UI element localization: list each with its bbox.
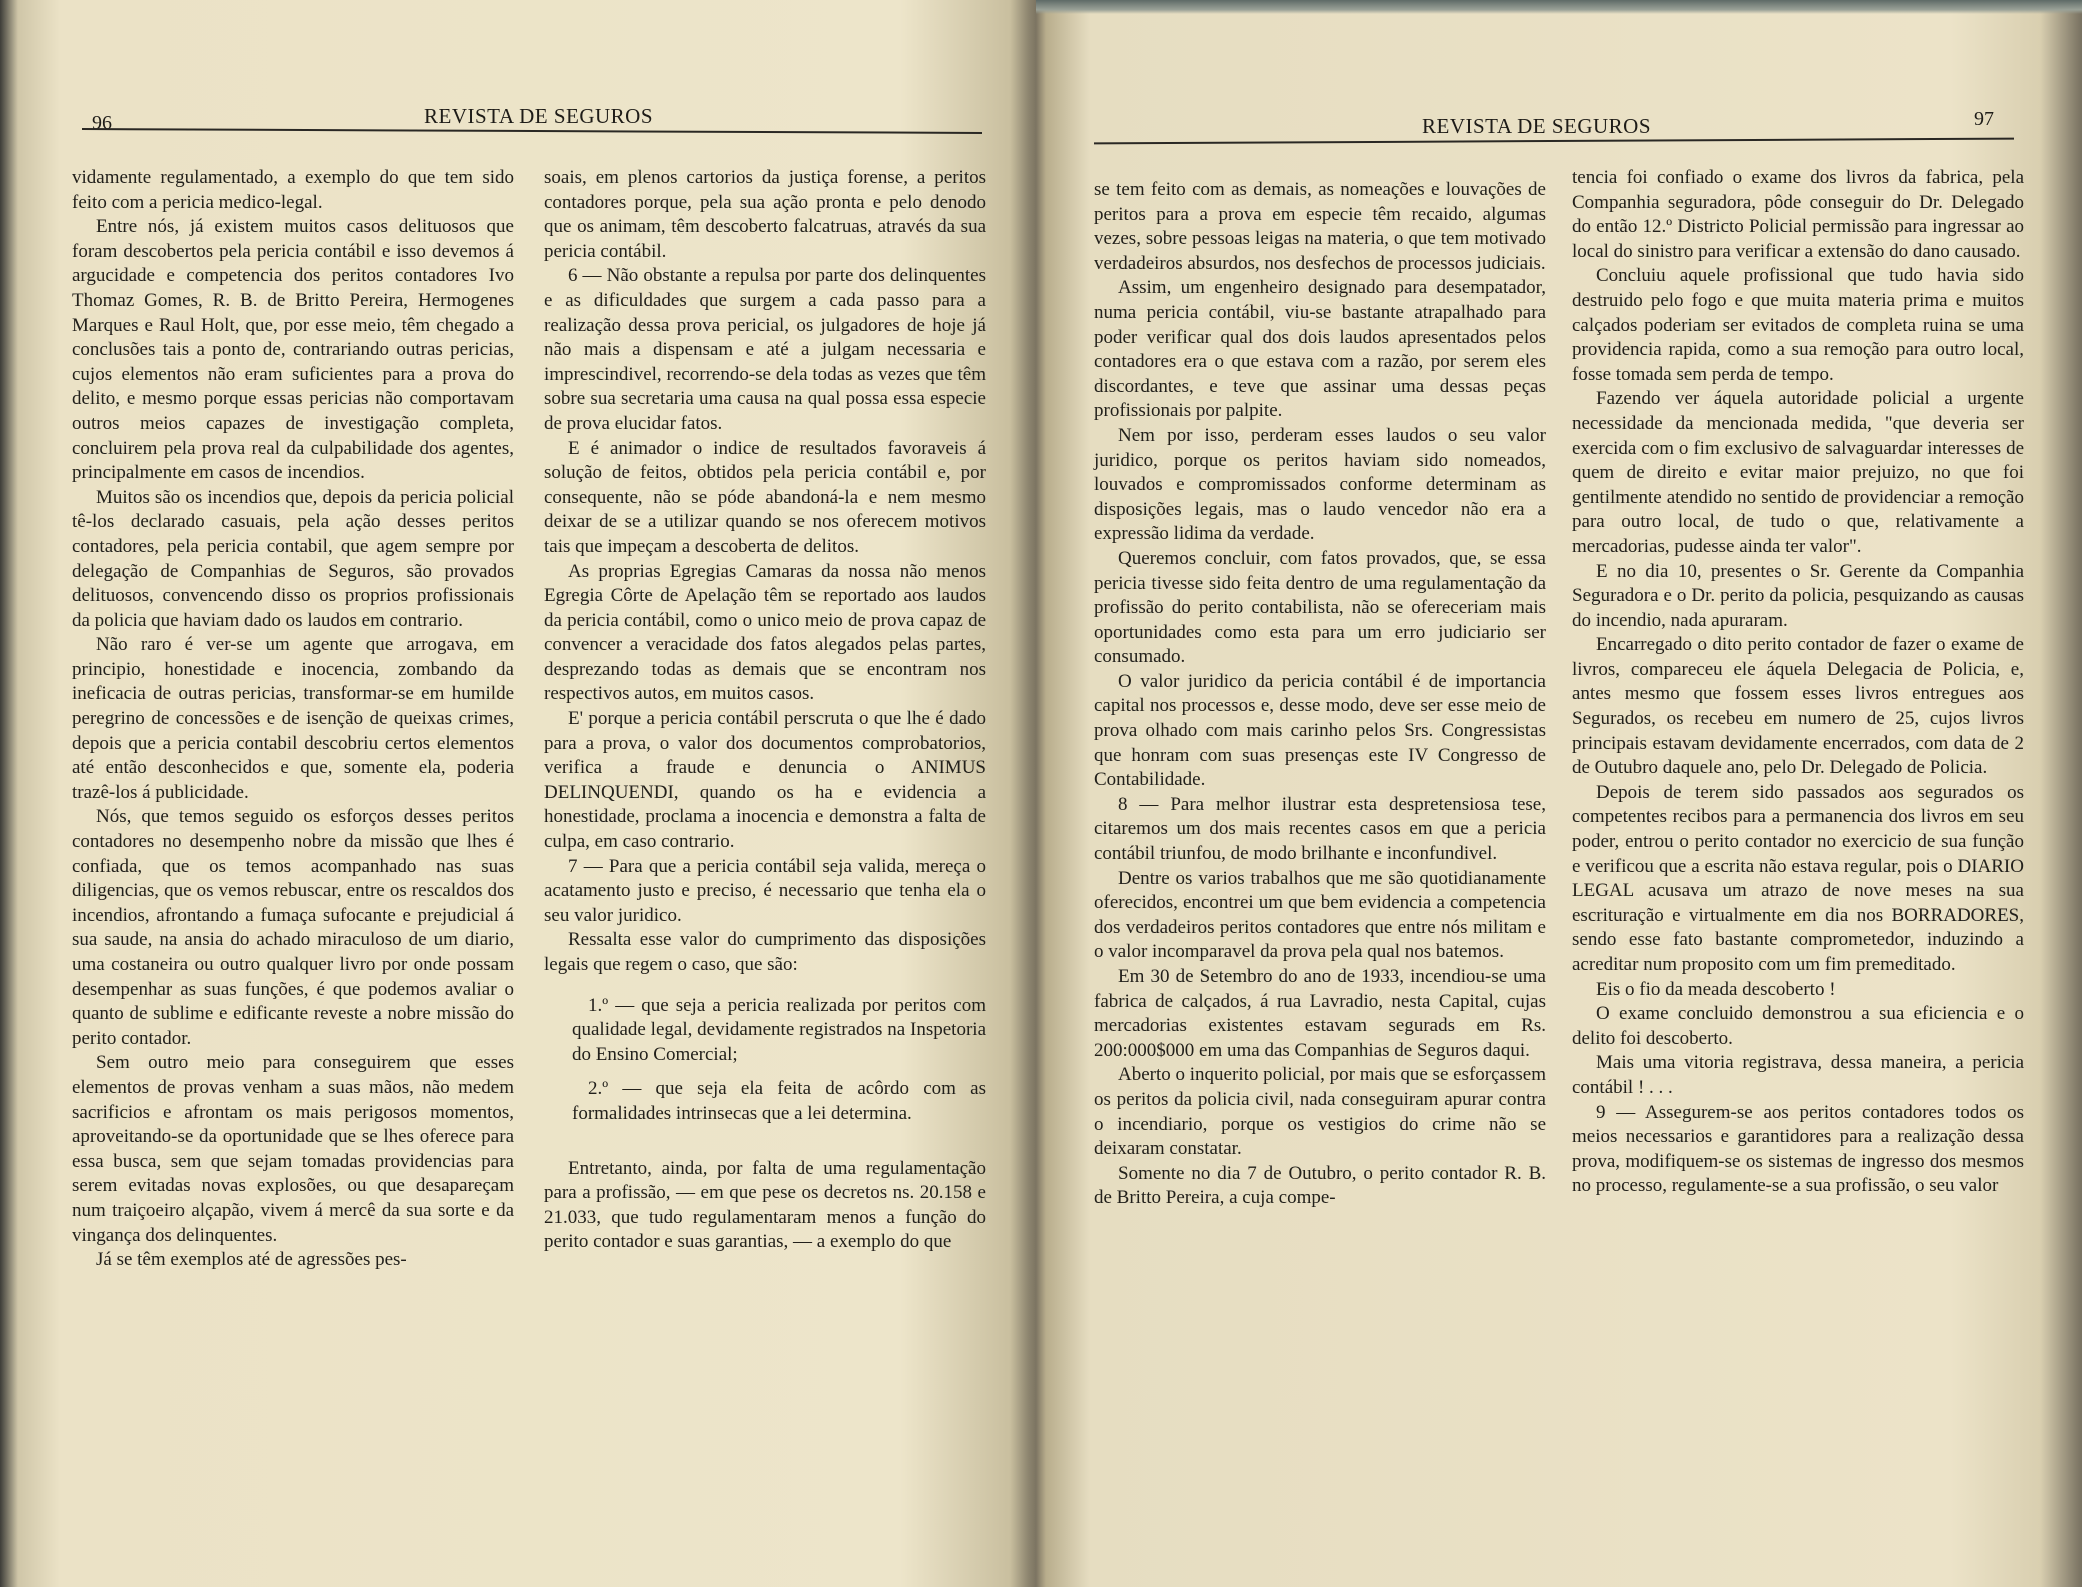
paragraph: Concluiu aquele profissional que tudo havia sido destruido pelo fogo e que muita materia prima e muitos calçados poderiam ser evitados de completa ruina se uma providencia rapida, como a sua remoção para outro local, fosse tomada sem perda de tempo. (1572, 265, 2024, 385)
top-edge-shadow (1036, 0, 2082, 14)
paragraph: E no dia 10, presentes o Sr. Gerente da Companhia Seguradora e o Dr. perito da policia, pesquizando as causas do incendio, nada apuraram. (1572, 560, 2024, 631)
paragraph: se tem feito com as demais, as nomeações e louvações de peritos para a prova em especie têm recaido, algumas vezes, sobre pessoas leigas na materia, o que tem motivado verdadeiros absurdos, nos desfechos de processos judiciais. (1094, 179, 1546, 274)
left-column-1 (72, 166, 514, 1466)
paragraph: Aberto o inquerito policial, por mais que se esforçassem os peritos da policia civil, nada conseguiram apurar contra o incendiario, porque os vestigios do crime não se deixaram constatar. (1094, 1064, 1546, 1160)
paragraph: Somente no dia 7 de Outubro, o perito contador R. B. de Britto Pereira, a cuja compe- (1094, 1162, 1546, 1209)
paragraph: 7 — Para que a pericia contábil seja valida, mereça o acatamento justo e preciso, é necessario que tenha ela o seu valor juridico. (544, 855, 986, 926)
paragraph: Em 30 de Setembro do ano de 1933, incendiou-se uma fabrica de calçados, á rua Lavradio, nesta Capital, cujas mercadorias existentes estavam segurads em Rs. 200:000$000 em uma das Companhias de Seguros daqui. (1094, 966, 1546, 1061)
paragraph: 8 — Para melhor ilustrar esta despretensiosa tese, citaremos um dos mais recentes casos em que a pericia contábil triunfou, de modo brilhante e inconfundivel. (1094, 793, 1546, 865)
paragraph: Assim, um engenheiro designado para desempatador, numa pericia contábil, viu-se bastante atrapalhado para poder verificar qual dos dois laudos apresentados pelos contadores era o que estava com a razão, por serem eles discordantes, e teve que assinar uma dessas peças profissionais por palpite. (1094, 277, 1546, 422)
right-column-1 (1094, 178, 1546, 1478)
list-item: 2.º — que seja ela feita de acôrdo com as formalidades intrinsecas que a lei determina. (572, 1078, 986, 1124)
paragraph: tencia foi confiado o exame dos livros da fabrica, pela Companhia seguradora, pôde conseguir do Dr. Delegado do então 12.º Districto Policial permissão para ingressar ao local do sinistro para verificar a extensão do dano causado. (1572, 167, 2024, 262)
left-column-2 (544, 166, 986, 1466)
paragraph: Queremos concluir, com fatos provados, que, se essa pericia tivesse sido feita dentro de uma regulamentação da profissão do perito contabilista, não se ofereceriam mais oportunidades como esta para um erro judiciario ser consumado. (1094, 547, 1546, 668)
paragraph: Ressalta esse valor do cumprimento das disposições legais que regem o caso, que são: (544, 929, 986, 975)
paragraph: Entretanto, ainda, por falta de uma regulamentação para a profissão, — em que pese os decretos ns. 20.158 e 21.033, que tudo regulamentaram menos a função do perito contador e suas garantias, — a exemplo do que (544, 1157, 986, 1253)
paragraph: Não raro é ver-se um agente que arrogava, em principio, honestidade e inocencia, zombando da ineficacia de outras pericias, transformar-se em humilde peregrino de concessões e de isenção de queixas crimes, depois que a pericia contabil descobriu certos elementos até então desconhecidos e que, somente ela, poderia trazê-los á publicidade. (72, 634, 514, 803)
paragraph: As proprias Egregias Camaras da nossa não menos Egregia Côrte de Apelação têm se reportado aos laudos da pericia contábil, como o unico meio de prova capaz de convencer a veracidade dos fatos alegados pelas partes, desprezando todas as demais que se encontram nos respectivos autos, em muitos casos. (544, 560, 986, 705)
paragraph: Encarregado o dito perito contador de fazer o exame de livros, compareceu ele áquela Delegacia de Policia, e, antes mesmo que fossem esses livros entregues aos Segurados, os recebeu em numero de 25, cujos livros principais estavam devidamente encerrados, com data de 2 de Outubro daquele ano, pelo Dr. Delegado de Policia. (1572, 634, 2024, 779)
left-page-number: 96 (92, 112, 112, 134)
paragraph: 9 — Assegurem-se aos peritos contadores todos os meios necessarios e garantidores para a realização dessa prova, modifiquem-se os sistemas de ingresso dos mesmos no processo, regulamente-se a sua profissão, o seu valor (1572, 1101, 2024, 1197)
right-running-head: REVISTA DE SEGUROS (1422, 114, 1652, 138)
paragraph: E é animador o indice de resultados favoraveis á solução de feitos, obtidos pela pericia contábil e, por consequente, não se póde abandoná-la e nem mesmo deixar de se a utilizar quando se nos oferecem motivos tais que impeçam a descoberta de delitos. (544, 437, 986, 557)
paragraph: Sem outro meio para conseguirem que esses elementos de provas venham a suas mãos, não medem sacrificios e afrontam os mais perigosos momentos, aproveitando-se da oportunidade que se lhes oferece para essa busca, sem que sejam tomadas providencias para serem evitadas novas explosões, ou que desapareçam num traiçoeiro alçapão, vivem á mercê da sua sorte e da vingança dos delinquentes. (72, 1052, 514, 1246)
paragraph: O exame concluido demonstrou a sua eficiencia e o delito foi descoberto. (1572, 1003, 2024, 1049)
paragraph: Fazendo ver áquela autoridade policial a urgente necessidade da mencionada medida, "que deveria ser exercida com o fim exclusivo de salvaguardar interesses de quem de direito e evitar maior prejuizo, no que foi gentilmente atendido no sentido de providenciar a remoção para outro local, de tudo o que, relativamente a mercadorias, pudesse ainda ter valor". (1572, 388, 2024, 557)
left-running-head: REVISTA DE SEGUROS (424, 104, 654, 128)
paragraph: Nós, que temos seguido os esforços desses peritos contadores no desempenho nobre da missão que lhes é confiada, que os temos acompanhado nas suas diligencias, que os vemos rebuscar, entre os rescaldos dos incendios, afrontando a fumaça sufocante e prejudicial á sua saude, na ansia do achado miraculoso de um diario, uma costaneira ou outro qualquer livro por onde possam desempenhar as suas funções, é que podemos avaliar o quanto de sublime e edificante reveste a nobre missão do perito contador. (72, 806, 514, 1049)
paragraph: E' porque a pericia contábil perscruta o que lhe é dado para a prova, o valor dos documentos comprobatorios, verifica a fraude e denuncia o ANIMUS DELINQUENDI, quando os ha e evidencia a honestidade, proclama a inocencia e demonstra a falta de culpa, em caso contrario. (544, 708, 986, 853)
paragraph: Nem por isso, perderam esses laudos o seu valor juridico, porque os peritos haviam sido nomeados, louvados e compromissados conforme determinam as disposições legais, mas o laudo vencedor não era a expressão lidima da verdade. (1094, 424, 1546, 545)
right-column-2 (1572, 166, 2024, 1466)
paragraph: vidamente regulamentado, a exemplo do que tem sido feito com a pericia medico-legal. (72, 167, 514, 213)
paragraph: Eis o fio da meada descoberto ! (1596, 978, 1836, 1000)
paragraph: O valor juridico da pericia contábil é de importancia capital nos processos e, desse modo, deve ser esse meio de prova olhado com mais carinho pelos Srs. Congressistas que honram com suas presenças este IV Congresso de Contabilidade. (1094, 670, 1546, 791)
right-page-number: 97 (1974, 108, 1994, 130)
list-item: 1.º — que seja a pericia realizada por peritos com qualidade legal, devidamente registrados na Inspetoria do Ensino Comercial; (572, 994, 986, 1065)
paragraph: Já se têm exemplos até de agressões pes- (96, 1249, 407, 1271)
paragraph: soais, em plenos cartorios da justiça forense, a peritos contadores porque, pela sua ação pronta e pelo denodo que os animam, têm descoberto falcatruas, através da sua pericia contábil. (544, 167, 986, 262)
paragraph: 6 — Não obstante a repulsa por parte dos delinquentes e as dificuldades que surgem a cada passo para a realização dessa prova pericial, os julgadores de hoje já não mais a dispensam e até a julgam necessaria e imprescindivel, recorrendo-se dela todas as vezes que têm sobre sua secretaria uma causa na qual possa essa especie de prova elucidar fatos. (544, 265, 986, 434)
paragraph: Mais uma vitoria registrava, dessa maneira, a pericia contábil ! . . . (1572, 1052, 2024, 1098)
paragraph: Muitos são os incendios que, depois da pericia policial tê-los declarado casuais, pela ação desses peritos contadores, pela pericia contabil, que agem sempre por delegação de Companhias de Seguros, são provados delituosos, convencendo disso os proprios profissionais da policia que haviam dado os laudos em contrario. (72, 486, 514, 631)
paragraph: Dentre os varios trabalhos que me são quotidianamente oferecidos, encontrei um que bem evidencia a competencia dos verdadeiros peritos contadores que entre nós militam e o valor incomparavel da prova pela qual nos batemos. (1094, 867, 1546, 963)
paragraph: Entre nós, já existem muitos casos delituosos que foram descobertos pela pericia contábil e isso devemos á argucidade e competencia dos peritos contadores Ivo Thomaz Gomes, R. B. de Britto Pereira, Hermogenes Marques e Raul Holt, que, por esse meio, têm chegado a conclusões tais a ponto de, contrariando outras pericias, cujos elementos não eram suficientes para a prova do delito, e mesmo porque essas pericias não comportavam outros meios capazes de investigação completa, concluirem pela prova real da culpabilidade dos agentes, principalmente em casos de incendios. (72, 216, 514, 484)
paragraph: Depois de terem sido passados aos segurados os competentes recibos para a permanencia dos livros em seu poder, entrou o perito contador no exercicio de sua função e verificou que a escrita não estava regular, pois o DIARIO LEGAL acusava um atrazo de nove meses na sua escrituração e virtualmente em dia nos BORRADORES, sendo esse fato bastante comprometedor, induzindo a acreditar num proposito com um fim premeditado. (1572, 781, 2024, 975)
